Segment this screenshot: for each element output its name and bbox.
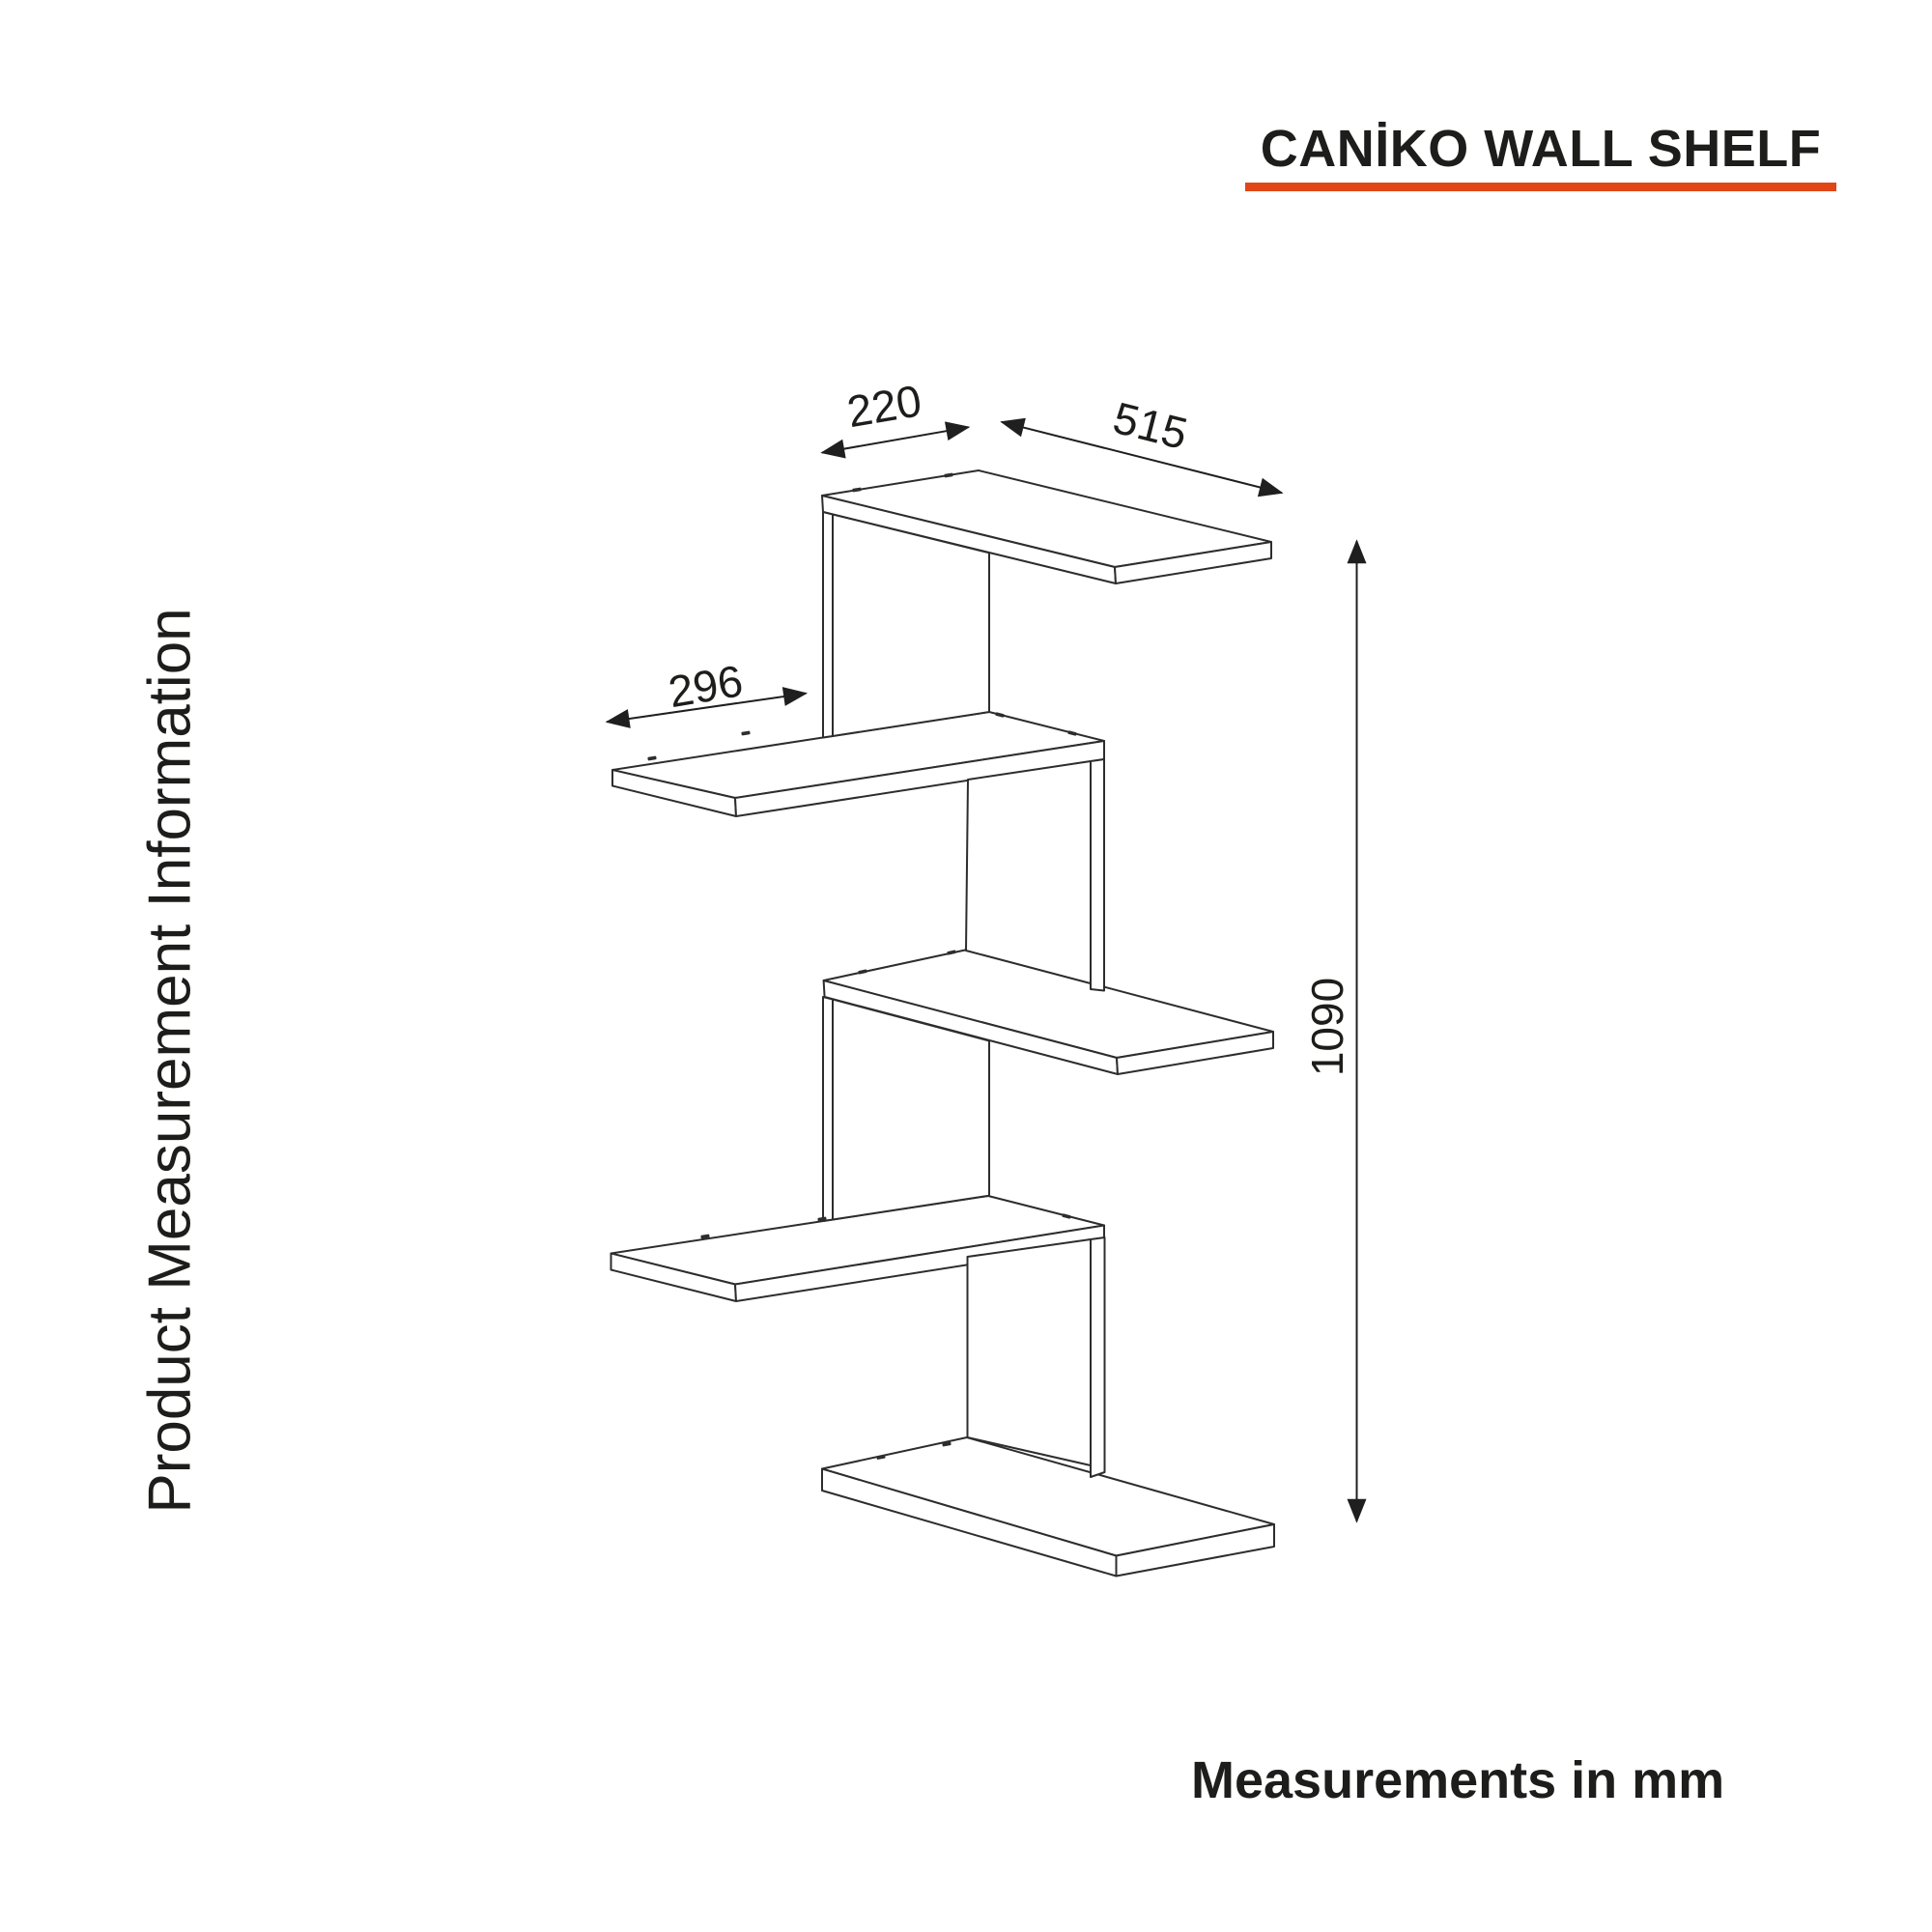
dimension-top-length: [1002, 392, 1282, 493]
dimension-label-296: 296: [665, 655, 747, 718]
dimension-overall-height: [1302, 541, 1357, 1521]
dimension-second-shelf-length: [607, 655, 806, 722]
dimension-label-220: 220: [843, 375, 925, 438]
dimension-label-1090: 1090: [1302, 977, 1352, 1077]
dimension-label-515: 515: [1108, 391, 1193, 460]
divider-panel-2: [966, 759, 1104, 991]
divider-panel-4: [968, 1237, 1105, 1477]
shelf-board-5: [822, 1437, 1274, 1577]
page-title: CANİKO WALL SHELF: [1260, 120, 1822, 178]
divider-panel-1: [823, 512, 989, 738]
units-note: Measurements in mm: [1191, 1751, 1725, 1809]
vertical-section-label: Product Measurement Information: [136, 608, 204, 1514]
dimension-top-depth: [822, 375, 969, 452]
